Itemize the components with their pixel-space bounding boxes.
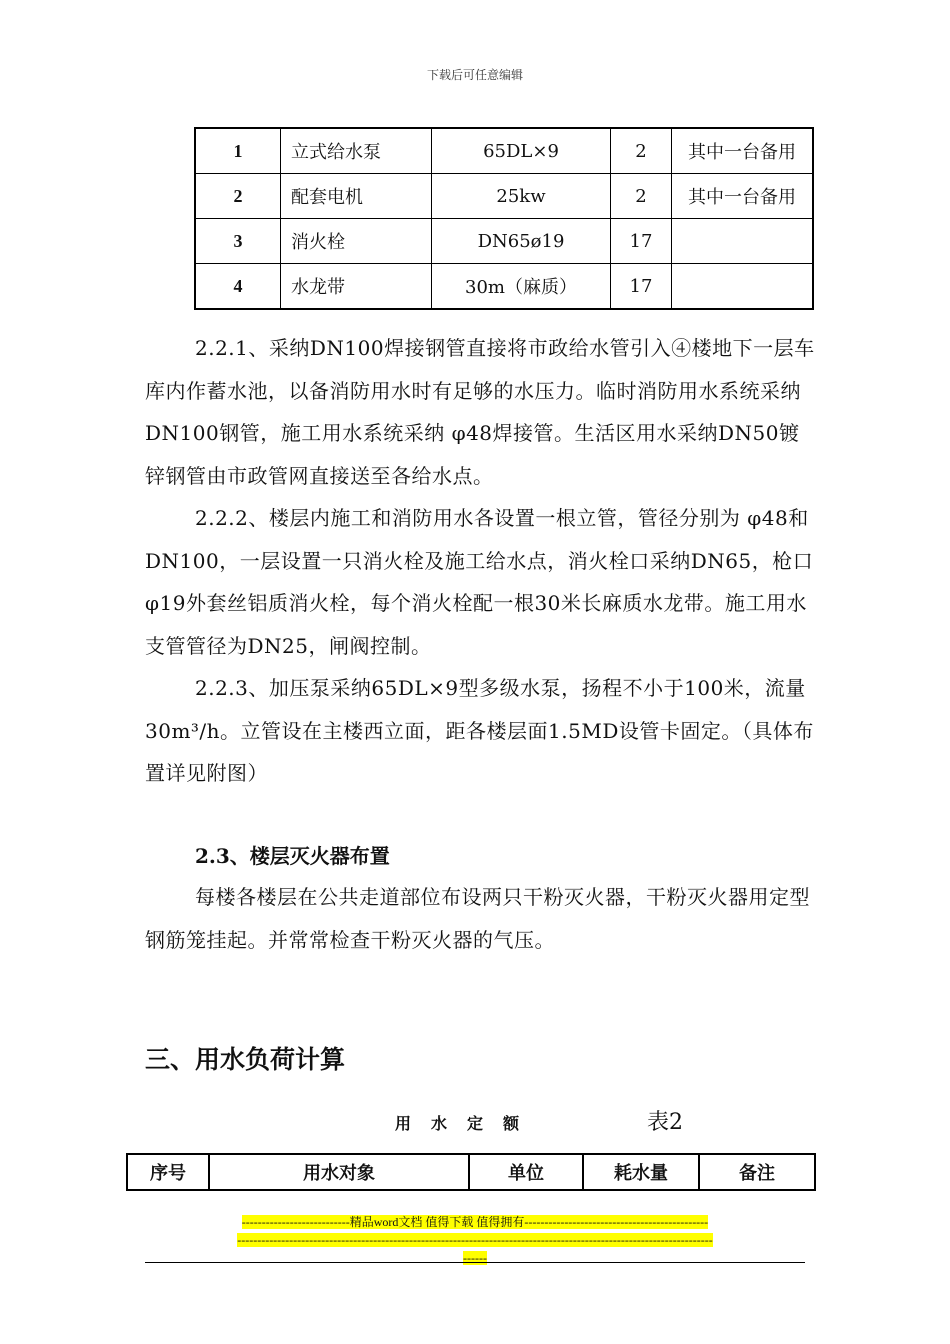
equipment-spec: DN65ø19 [432,219,611,264]
paragraph-222: 2.2.2、楼层内施工和消防用水各设置一根立管，管径分别为 φ48和DN100，一层设置一只消火栓及施工给水点，消火栓口采纳DN65，枪口 φ19外套丝铝质消火栓，每个消火栓配一根30米长麻质水龙带。施工用水支管管径为DN25，闸阀控制。 [145,506,814,658]
footer-divider [145,1262,805,1263]
equipment-qty: 17 [611,264,672,310]
row-number: 4 [195,264,281,310]
row-number: 1 [195,128,281,174]
equipment-name: 水龙带 [281,264,432,310]
equipment-qty: 17 [611,219,672,264]
paragraph-223: 2.2.3、加压泵采纳65DL×9型多级水泵，扬程不小于100米，流量30m³/h。立管设在主楼西立面，距各楼层面1.5MD设管卡固定。（具体布置详见附图） [145,676,814,785]
header-cell: 序号 [127,1154,209,1190]
paragraph-221: 2.2.1、采纳DN100焊接钢管直接将市政给水管引入④楼地下一层车库内作蓄水池，以备消防用水时有足够的水压力。临时消防用水系统采纳DN100钢管，施工用水系统采纳 φ48焊接管。生活区用水采纳DN50镀锌钢管由市政管网直接送至各给水点。 [145,336,815,488]
paragraph-23: 每楼各楼层在公共走道部位布设两只干粉灭火器，干粉灭火器用定型钢筋笼挂起。并常常检查干粉灭火器的气压。 [145,885,810,952]
equipment-spec: 65DL×9 [432,128,611,174]
equipment-remark: 其中一台备用 [672,128,814,174]
water-quota-table [126,1153,816,1191]
header-cell: 用水对象 [209,1154,469,1190]
row-number: 3 [195,219,281,264]
table-header-row [127,1154,815,1190]
footer-line: ----------------------------------------------------------------------------------------------------------------------- [237,1233,713,1247]
table-row [195,264,813,310]
section-23-body [145,876,815,961]
table2-caption: 用水定额 [395,1114,540,1133]
equipment-spec: 30m（麻质） [432,264,611,310]
equipment-table [194,127,814,310]
equipment-qty: 2 [611,128,672,174]
section-22-body [145,327,815,795]
section-23-title: 2.3、楼层灭火器布置 [195,844,390,868]
header-cell: 单位 [469,1154,583,1190]
table-row [195,174,813,219]
footer-line: ------ [463,1251,487,1265]
equipment-remark: 其中一台备用 [672,174,814,219]
equipment-name: 消火栓 [281,219,432,264]
equipment-name: 配套电机 [281,174,432,219]
equipment-remark [672,264,814,310]
table2-label: 表2 [647,1110,683,1135]
chapter-title: 三、用水负荷计算 [145,1045,346,1074]
equipment-spec: 25kw [432,174,611,219]
header-note: 下载后可任意编辑 [426,68,523,82]
header-cell: 耗水量 [583,1154,699,1190]
table-row [195,128,813,174]
footer-banner [140,1213,810,1267]
header-cell: 备注 [699,1154,815,1190]
row-number: 2 [195,174,281,219]
equipment-qty: 2 [611,174,672,219]
equipment-remark [672,219,814,264]
equipment-name: 立式给水泵 [281,128,432,174]
footer-line: ---------------------------精品word文档 值得下载 值得拥有---------------------------------------------- [241,1215,709,1229]
table-row [195,219,813,264]
